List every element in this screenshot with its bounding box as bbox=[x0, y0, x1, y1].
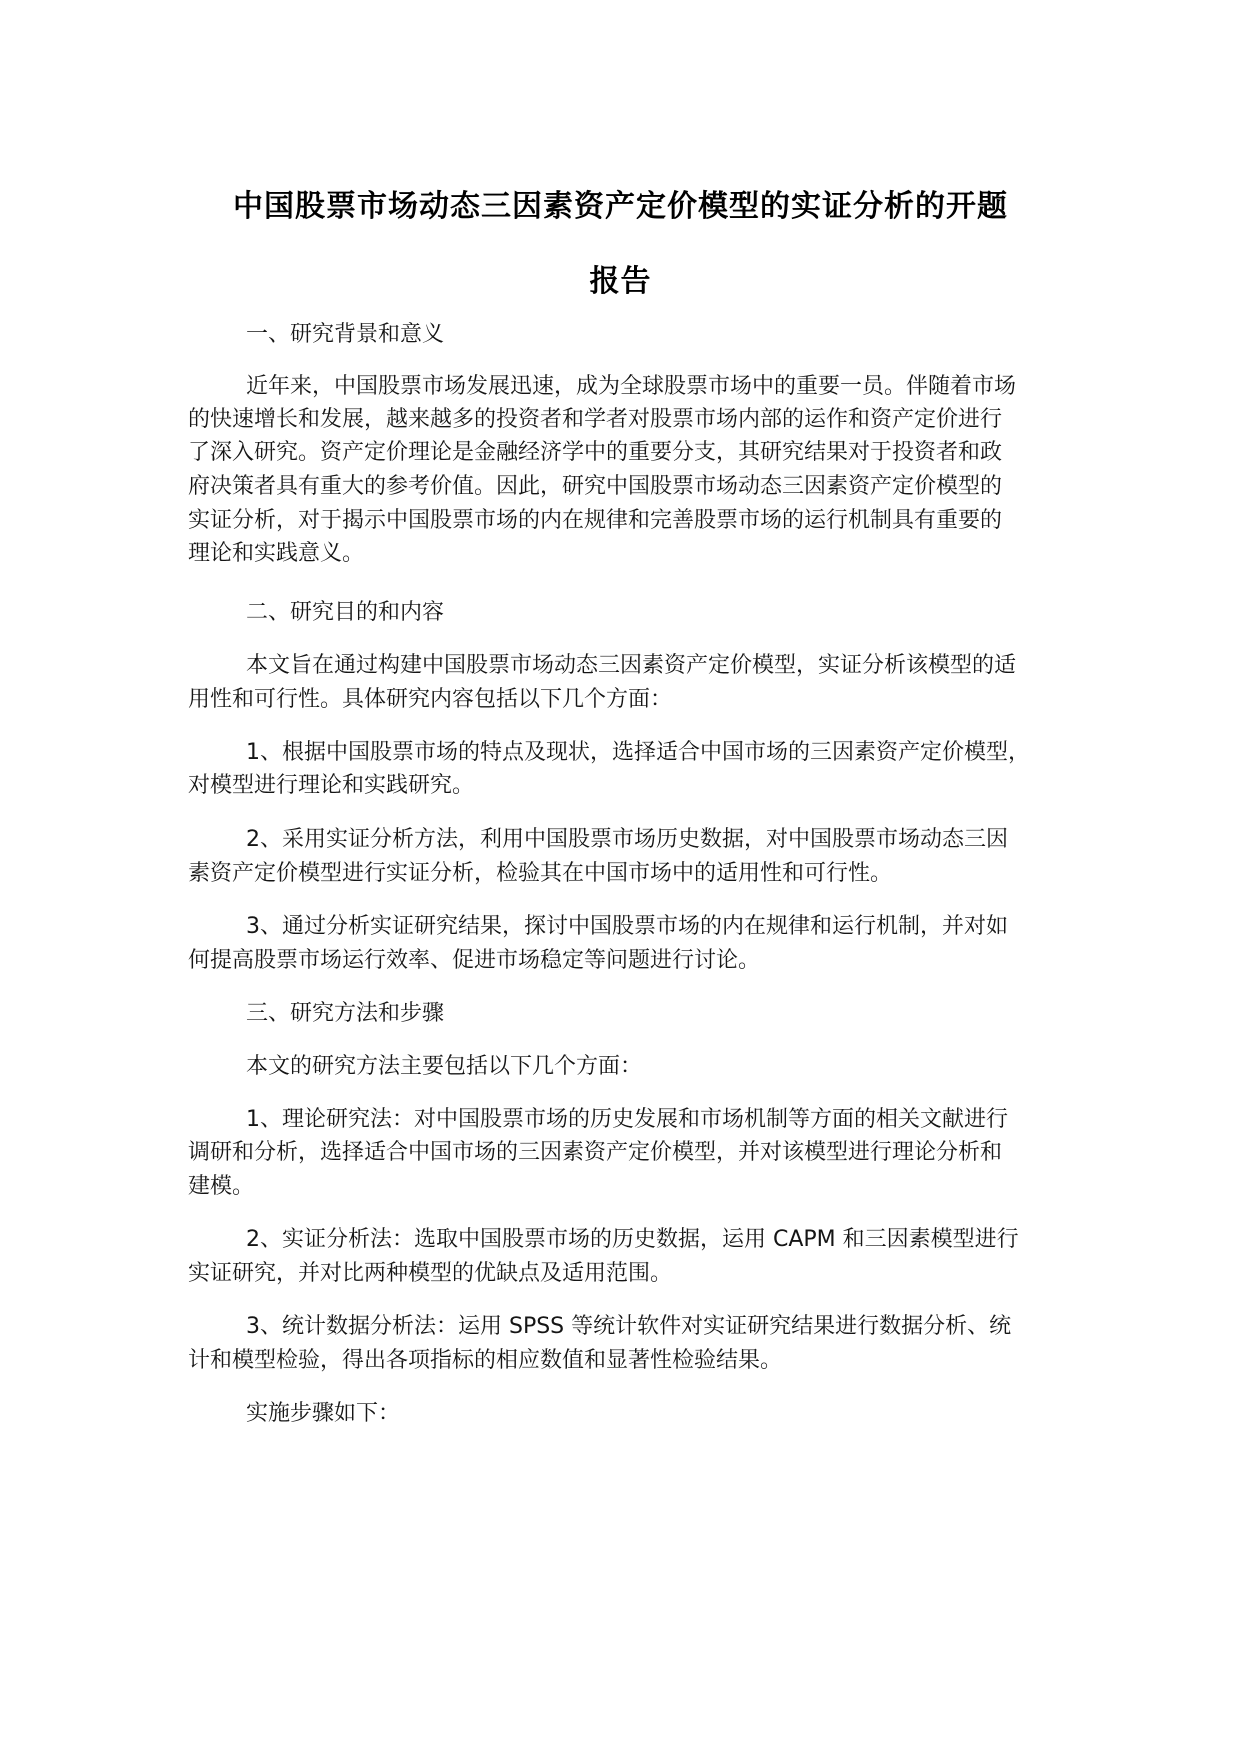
section-heading-background: 一、研究背景和意义 bbox=[246, 322, 445, 347]
list-item-line: 何提高股票市场运行效率、促进市场稳定等问题进行讨论。 bbox=[188, 948, 761, 973]
paragraph-line: 理论和实践意义。 bbox=[188, 541, 365, 566]
list-item-line: 对模型进行理论和实践研究。 bbox=[188, 773, 475, 798]
section-heading-methods: 三、研究方法和步骤 bbox=[246, 1001, 445, 1026]
list-item-line: 2、采用实证分析方法，利用中国股票市场历史数据，对中国股票市场动态三因 bbox=[246, 827, 1008, 852]
document-title-line-2: 报告 bbox=[589, 264, 652, 299]
paragraph-line: 实证分析，对于揭示中国股票市场的内在规律和完善股票市场的运行机制具有重要的 bbox=[188, 508, 1003, 533]
paragraph-line: 本文的研究方法主要包括以下几个方面： bbox=[246, 1054, 643, 1079]
list-item-line: 计和模型检验，得出各项指标的相应数值和显著性检验结果。 bbox=[188, 1348, 783, 1373]
document-title-line-1: 中国股票市场动态三因素资产定价模型的实证分析的开题 bbox=[233, 189, 1008, 224]
list-item-line: 2、实证分析法：选取中国股票市场的历史数据，运用 CAPM 和三因素模型进行 bbox=[246, 1227, 1019, 1252]
list-item-line: 3、统计数据分析法：运用 SPSS 等统计软件对实证研究结果进行数据分析、统 bbox=[246, 1314, 1012, 1339]
list-item-line: 建模。 bbox=[188, 1174, 255, 1199]
paragraph-line: 实施步骤如下： bbox=[246, 1401, 401, 1426]
paragraph-line: 近年来，中国股票市场发展迅速，成为全球股票市场中的重要一员。伴随着市场 bbox=[246, 374, 1017, 399]
paragraph-line: 的快速增长和发展，越来越多的投资者和学者对股票市场内部的运作和资产定价进行 bbox=[188, 407, 1003, 432]
list-item-line: 1、理论研究法：对中国股票市场的历史发展和市场机制等方面的相关文献进行 bbox=[246, 1107, 1008, 1132]
list-item-line: 3、通过分析实证研究结果，探讨中国股票市场的内在规律和运行机制，并对如 bbox=[246, 914, 1008, 939]
list-item-line: 素资产定价模型进行实证分析，检验其在中国市场中的适用性和可行性。 bbox=[188, 861, 893, 886]
section-heading-objectives: 二、研究目的和内容 bbox=[246, 600, 445, 625]
list-item-line: 1、根据中国股票市场的特点及现状，选择适合中国市场的三因素资产定价模型， bbox=[246, 740, 1030, 765]
list-item-line: 实证研究，并对比两种模型的优缺点及适用范围。 bbox=[188, 1261, 673, 1286]
paragraph-line: 本文旨在通过构建中国股票市场动态三因素资产定价模型，实证分析该模型的适 bbox=[246, 653, 1017, 678]
list-item-line: 调研和分析，选择适合中国市场的三因素资产定价模型，并对该模型进行理论分析和 bbox=[188, 1140, 1003, 1165]
paragraph-line: 用性和可行性。具体研究内容包括以下几个方面： bbox=[188, 687, 673, 712]
paragraph-line: 府决策者具有重大的参考价值。因此，研究中国股票市场动态三因素资产定价模型的 bbox=[188, 474, 1003, 499]
paragraph-line: 了深入研究。资产定价理论是金融经济学中的重要分支，其研究结果对于投资者和政 bbox=[188, 440, 1003, 465]
